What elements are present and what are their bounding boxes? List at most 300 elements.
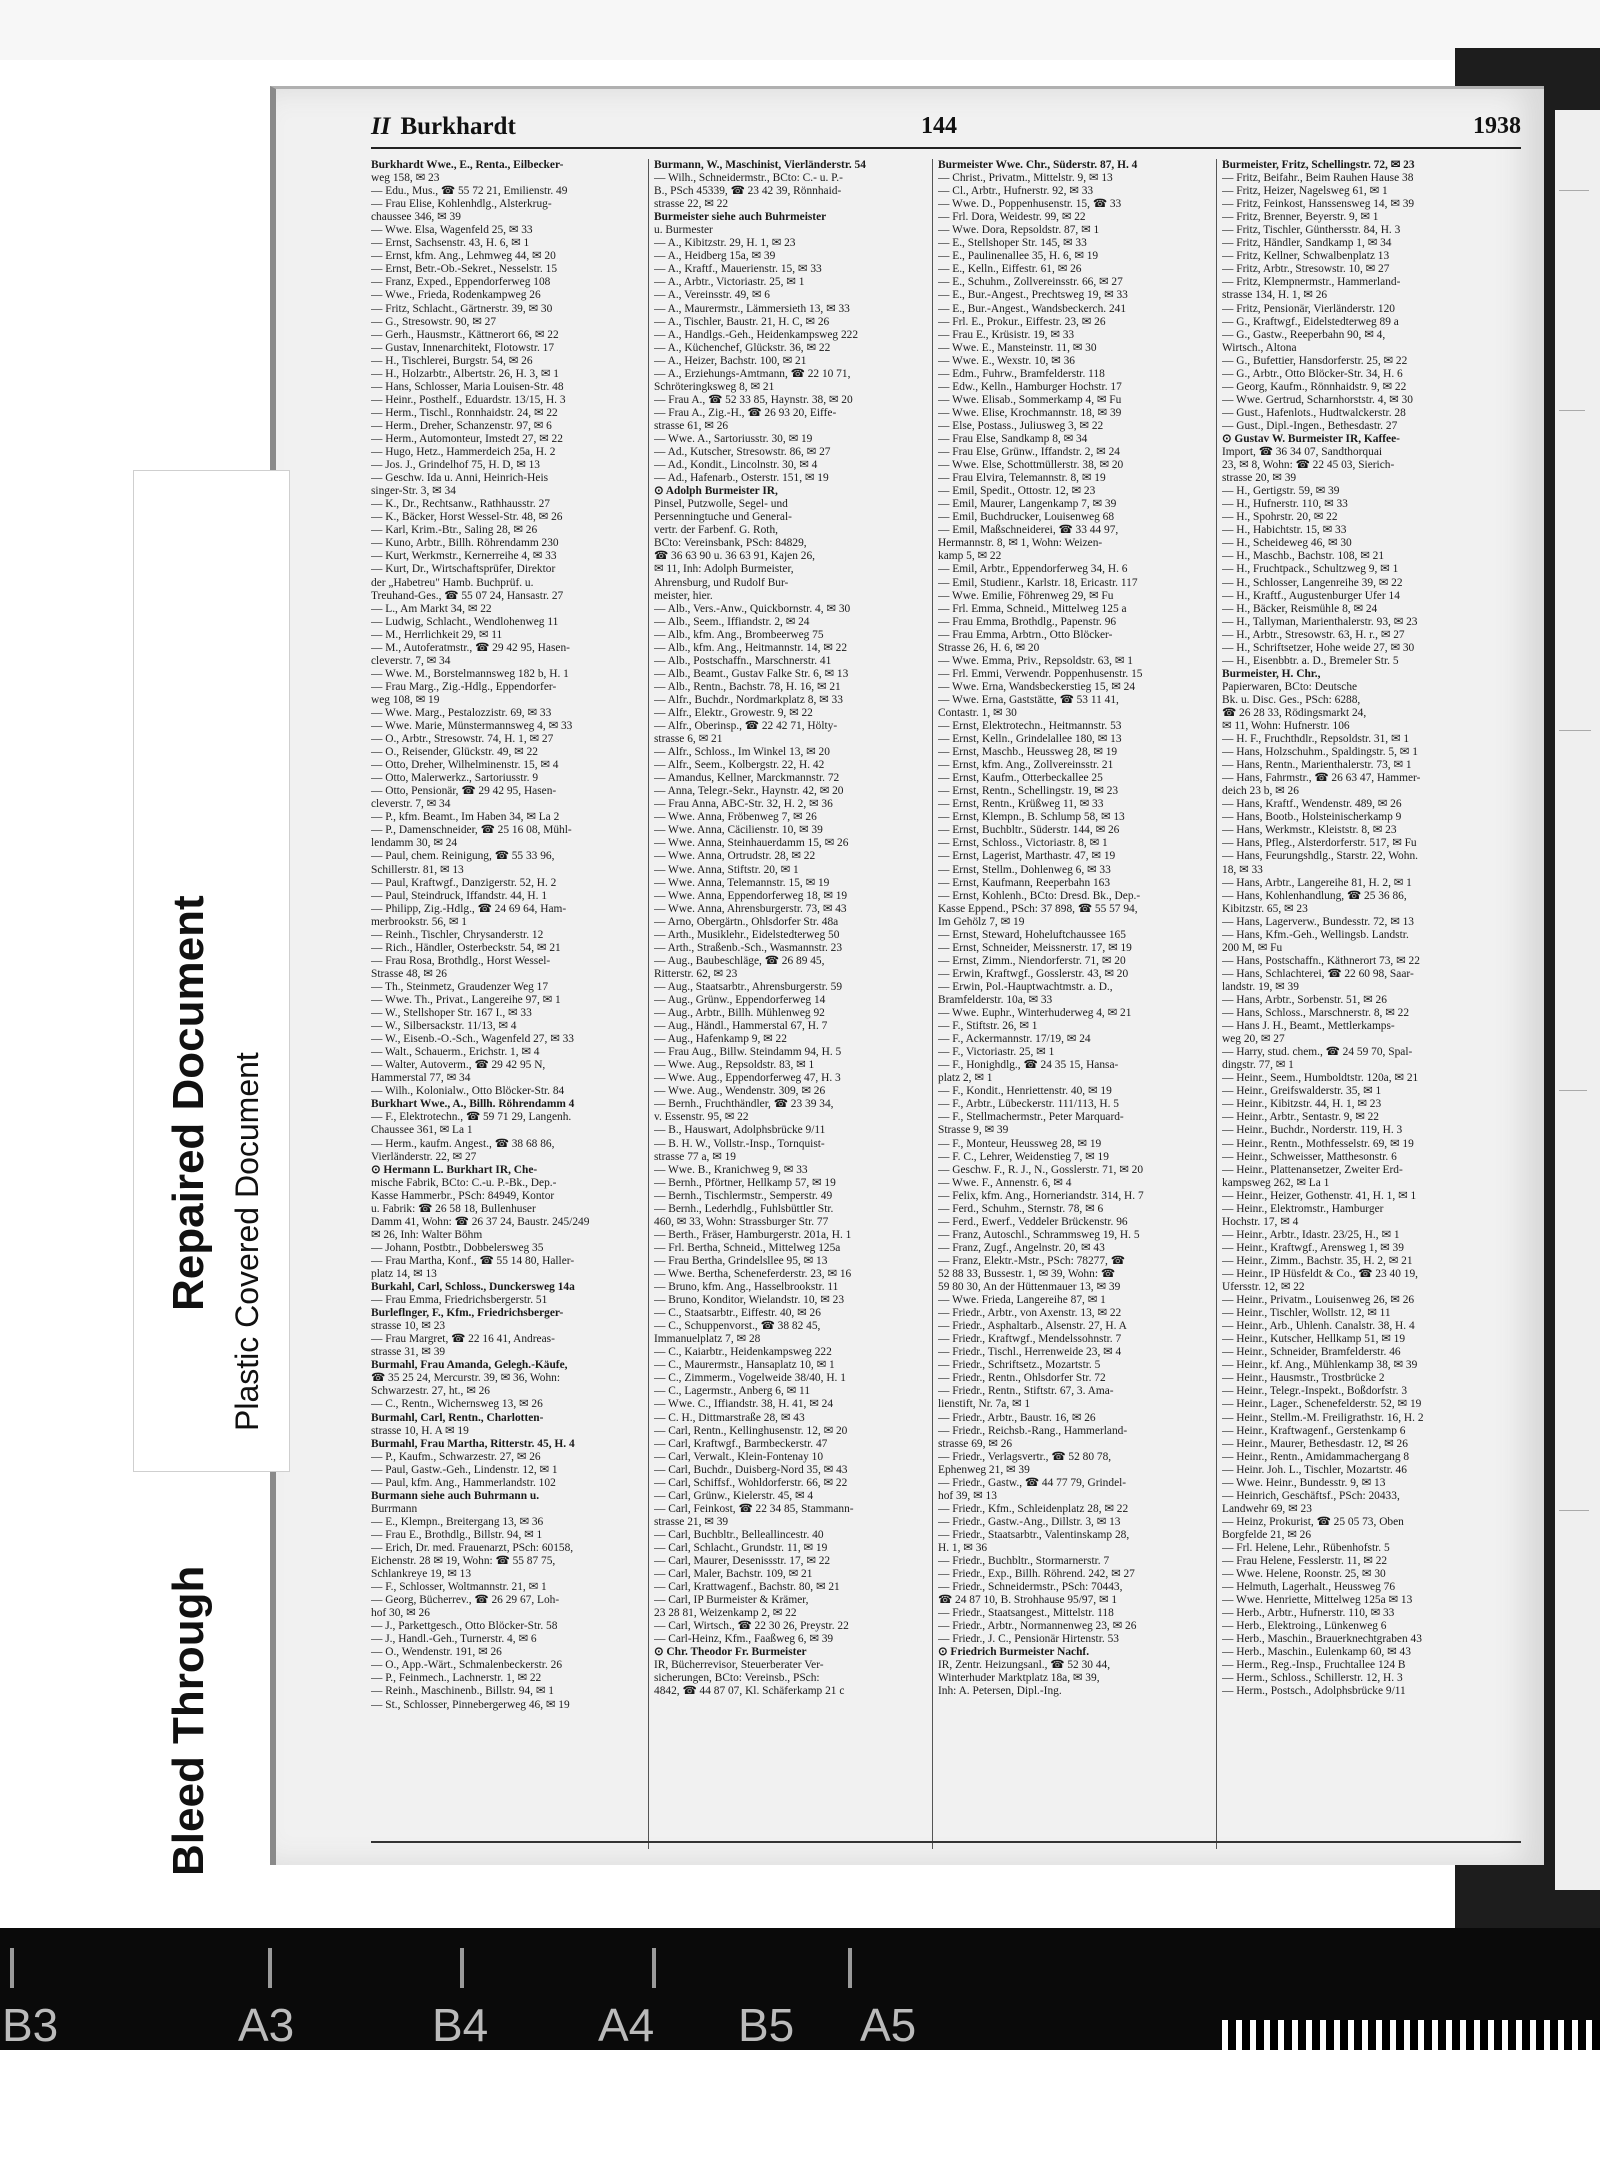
directory-entry-line: — Heinr., Arbtr., Idastr. 23/25, H., ✉ 1 (1222, 1228, 1400, 1241)
directory-entry-line: — Wwe. Elsa, Wagenfeld 25, ✉ 33 (371, 224, 533, 237)
directory-entry-line: — Carl, Rentn., Kellinghusenstr. 12, ✉ 20 (654, 1424, 848, 1437)
directory-entry-line: — Aug., Arbtr., Billh. Mühlenweg 92 (654, 1007, 825, 1020)
directory-entry-line: — Heinr., IP Hüsfeldt & Co., ☎ 23 40 19, (1222, 1267, 1419, 1280)
directory-entry-line: — Wwe., Frieda, Rodenkampweg 26 (371, 289, 541, 302)
directory-entry-line: — Herb., Arbtr., Hufnerstr. 110, ✉ 33 (1222, 1607, 1395, 1620)
directory-entry-line: ⊙ Hermann L. Burkhart IR, Che- (371, 1163, 538, 1176)
directory-entry-line: — K., Dr., Rechtsanw., Rathhausstr. 27 (371, 498, 550, 511)
directory-entry-line: — Edm., Fuhrw., Bramfelderstr. 118 (938, 367, 1105, 380)
directory-entry-line: — Frau E., Brothdlg., Billstr. 94, ✉ 1 (371, 1528, 543, 1541)
directory-entry-line: — Paul, Gastw.-Geh., Lindenstr. 12, ✉ 1 (371, 1463, 558, 1476)
directory-entry-line: — Herm., Dreher, Schanzenstr. 97, ✉ 6 (371, 419, 552, 432)
directory-entry-line: — Wwe. Anna, Steinhauerdamm 15, ✉ 26 (654, 837, 849, 850)
directory-entry-line: — H., Fruchtpack., Schultzweg 9, ✉ 1 (1222, 563, 1399, 576)
tag-label-repaired: Repaired Document (164, 895, 213, 1311)
directory-entry-line: Strasse 48, ✉ 26 (371, 967, 447, 980)
directory-entry-line: — Wwe. M., Borstelmannsweg 182 b, H. 1 (371, 667, 569, 680)
directory-entry-line: — Heinr., Rentn., Mothfesselstr. 69, ✉ 19 (1222, 1137, 1414, 1150)
directory-entry-line: — Hans, Fahrmstr., ☎ 26 63 47, Hammer- (1222, 772, 1421, 785)
directory-entry-line: — Erwin, Pol.-Hauptwachtmstr. a. D., (938, 980, 1113, 993)
directory-entry-line: Strasse 9, ✉ 39 (938, 1124, 1009, 1137)
entry-column-1 (371, 159, 643, 1859)
directory-entry-line: — Herm., Postsch., Adolphsbrücke 9/11 (1222, 1685, 1406, 1698)
directory-entry-line: — Walter, Autoverm., ☎ 29 42 95 N, (371, 1059, 546, 1072)
directory-entry-line: — Fritz, Kellner, Schwalbenplatz 13 (1222, 250, 1390, 263)
directory-entry-line: — Bernh., Lederhdlg., Fuhlsbüttler Str. (654, 1202, 834, 1215)
entry-column-4 (1222, 159, 1494, 1859)
directory-entry-line: — Friedr., Staatsarbtr., Valentinskamp 28, (938, 1528, 1130, 1541)
directory-entry-line: lendamm 30, ✉ 24 (371, 837, 458, 850)
directory-entry-line: — Heinr., Schweisser, Matthesonstr. 6 (1222, 1150, 1397, 1163)
directory-entry-line: — P., Feinmech., Lachnerstr. 1, ✉ 22 (371, 1672, 542, 1685)
directory-entry-line: — Hans, Lagerverw., Bundesstr. 72, ✉ 13 (1222, 915, 1414, 928)
directory-entry-line: — Heinr. Joh. L., Tischler, Mozartstr. 46 (1222, 1463, 1407, 1476)
directory-entry-line: — A., Heidberg 15a, ✉ 39 (654, 250, 776, 263)
directory-entry-line: — Wwe. Heinr., Bundesstr. 9, ✉ 13 (1222, 1476, 1386, 1489)
directory-entry-line: — Carl, Buchbltr., Belleallincestr. 40 (654, 1528, 824, 1541)
directory-entry-line: — Friedr., Tischl., Herrenweide 23, ✉ 4 (938, 1346, 1122, 1359)
scanner-edge (0, 0, 1600, 60)
directory-entry-line: — Friedr., Asphaltarb., Alsenstr. 27, H. A (938, 1320, 1127, 1333)
directory-entry-line: strasse 10, ✉ 23 (371, 1320, 446, 1333)
directory-entry-line: — A., Erziehungs-Amtmann, ☎ 22 10 71, (654, 367, 851, 380)
directory-entry-line: Burmeister Wwe. Chr., Süderstr. 87, H. 4 (938, 159, 1138, 171)
directory-entry-line: — Ernst, Buchbltr., Süderstr. 144, ✉ 26 (938, 824, 1120, 837)
directory-entry-line: Treuhand-Ges., ☎ 55 07 24, Hansastr. 27 (371, 589, 564, 602)
directory-entry-line: — Hans, Holzschuhm., Spaldingstr. 5, ✉ 1 (1222, 746, 1418, 759)
directory-entry-line: — F., Elektrotechn., ☎ 59 71 29, Langenh. (371, 1111, 572, 1124)
directory-entry-line: — L., Am Markt 34, ✉ 22 (371, 602, 492, 615)
directory-entry-line: — F., Schlosser, Woltmannstr. 21, ✉ 1 (371, 1581, 547, 1594)
directory-entry-line: Immanuelplatz 7, ✉ 28 (654, 1333, 761, 1346)
directory-entry-line: — Franz, Exped., Eppendorferweg 108 (371, 276, 551, 289)
directory-entry-line: — H., Scheideweg 46, ✉ 30 (1222, 537, 1352, 550)
directory-entry-line: — Wilh., Kolonialw., Otto Blöcker-Str. 84 (371, 1085, 565, 1098)
directory-entry-line: — Ernst, Sachsenstr. 43, H. 6, ✉ 1 (371, 237, 530, 250)
directory-entry-line: Burleflnger, F., Kfm., Friedrichsberger- (371, 1307, 564, 1320)
directory-entry-line: — Frau Elise, Kohlenhdlg., Alsterkrug- (371, 198, 552, 211)
directory-entry-line: — Johann, Postbtr., Dobbelersweg 35 (371, 1241, 544, 1254)
film-label: A4 (598, 1999, 655, 2051)
directory-entry-line: — Bernh., Tischlermstr., Semperstr. 49 (654, 1189, 833, 1202)
directory-entry-line: 59 80 30, An der Hüttenmauer 13, ✉ 39 (938, 1281, 1121, 1294)
directory-entry-line: — Frau Rosa, Brothdlg., Horst Wessel- (371, 954, 551, 967)
directory-entry-line: — Frau Emma, Brothdlg., Papenstr. 96 (938, 615, 1117, 628)
directory-entry-line: — Frau Margret, ☎ 22 16 41, Andreas- (371, 1333, 555, 1346)
directory-entry-line: — G., Arbtr., Otto Blöcker-Str. 34, H. 6 (1222, 367, 1403, 380)
directory-entry-line: — Georg, Bücherrev., ☎ 26 29 67, Loh- (371, 1594, 560, 1607)
directory-entry-line: — E., Klempn., Breitergang 13, ✉ 36 (371, 1515, 544, 1528)
directory-entry-line: — Walt., Schauerm., Erichstr. 1, ✉ 4 (371, 1046, 540, 1059)
section-numeral: II (371, 113, 391, 140)
directory-entry-line: Burmahl, Carl, Rentn., Charlotten- (371, 1411, 544, 1424)
directory-entry-line: — Arth., Straßenb.-Sch., Wasmannstr. 23 (654, 941, 843, 954)
directory-entry-line: — Emil, Spedit., Ottostr. 12, ✉ 23 (938, 485, 1096, 498)
directory-entry-line: — Wwe. Henriette, Mittelweg 125a ✉ 13 (1222, 1594, 1413, 1607)
directory-entry-line: — Alb., kfm. Ang., Heitmannstr. 14, ✉ 22 (654, 641, 848, 654)
directory-entry-line: — Heinr., Rentn., Amidammachergang 8 (1222, 1450, 1410, 1463)
directory-entry-line: — Ernst, Elektrotechn., Heitmannstr. 53 (938, 720, 1122, 733)
directory-entry-line: — Heinz, Prokurist, ☎ 25 05 73, Oben (1222, 1515, 1404, 1528)
directory-entry-line: — Alfr., Oberinsp., ☎ 22 42 71, Hölty- (654, 720, 838, 733)
film-label: B4 (432, 1999, 489, 2051)
directory-entry-line: — Aug., Staatsarbtr., Ahrensburgerstr. 59 (654, 980, 843, 993)
directory-entry-line: — Ernst, Lagerist, Marthastr. 47, ✉ 19 (938, 850, 1116, 863)
directory-entry-line: — Heinr., Schneider, Bramfelderstr. 46 (1222, 1346, 1401, 1359)
directory-entry-line: — Frl. E., Prokur., Eiffestr. 23, ✉ 26 (938, 315, 1106, 328)
directory-entry-line: — Frau Aug., Billw. Steindamm 94, H. 5 (654, 1046, 842, 1059)
directory-entry-line: — Wwe. Dora, Repsoldstr. 87, ✉ 1 (938, 224, 1100, 237)
directory-entry-line: — Kurt, Werkmstr., Kernerreihe 4, ✉ 33 (371, 550, 557, 563)
tag-label-plastic-covered: Plastic Covered Document (229, 1052, 265, 1431)
directory-entry-line: — H., Schlosser, Langenreihe 39, ✉ 22 (1222, 576, 1403, 589)
directory-entry-line: — Edu., Mus., ☎ 55 72 21, Emilienstr. 49 (371, 185, 568, 198)
directory-entry-line: — H., Holzarbtr., Albertstr. 26, H. 3, ✉ 1 (371, 367, 559, 380)
directory-entry-line: Vierländerstr. 22, ✉ 27 (371, 1150, 477, 1163)
directory-entry-line: — Bernh., Fruchthändler, ☎ 23 39 34, (654, 1098, 834, 1111)
directory-entry-line: Hochstr. 17, ✉ 4 (1222, 1215, 1299, 1228)
entry-column-3 (938, 159, 1210, 1859)
directory-entry-line: — Wwe. E., Mansteinstr. 11, ✉ 30 (938, 341, 1097, 354)
directory-entry-line: — F., Victoriastr. 25, ✉ 1 (938, 1046, 1055, 1059)
film-label: A3 (238, 1999, 295, 2051)
directory-entry-line: — Wwe. Erna, Gaststätte, ☎ 53 11 41, (938, 693, 1119, 706)
directory-entry-line: — Ernst, Schneider, Meissnerstr. 17, ✉ 19 (938, 941, 1132, 954)
directory-entry-line: Burkahl, Carl, Schloss., Dunckersweg 14a (371, 1281, 575, 1294)
directory-entry-line: — J., Parkettgesch., Otto Blöcker-Str. 58 (371, 1620, 558, 1633)
directory-entry-line: — Else, Postass., Juliusweg 3, ✉ 22 (938, 419, 1104, 432)
directory-entry-line: platz 2, ✉ 1 (938, 1072, 993, 1085)
directory-entry-line: — Friedr., Rentn., Ohlsdorfer Str. 72 (938, 1372, 1106, 1385)
archive-condition-tag (133, 470, 290, 1876)
directory-entry-line: — Christ., Privatm., Mittelstr. 9, ✉ 13 (938, 172, 1113, 185)
directory-entry-line: 23, ✉ 8, Wohn: ☎ 22 45 03, Sierich- (1222, 459, 1395, 472)
directory-entry-line: — Wwe. Anna, Telemannstr. 15, ✉ 19 (654, 876, 830, 889)
directory-entry-line: Burmann, W., Maschinist, Vierländerstr. 54 (654, 159, 866, 171)
directory-entry-line: ☎ 26 28 33, Rödingsmarkt 24, (1222, 706, 1367, 719)
directory-entry-line: — Heinr., kf. Ang., Mühlenkamp 38, ✉ 39 (1222, 1359, 1418, 1372)
directory-entry-line: — Friedr., Kraftwgf., Mendelssohnstr. 7 (938, 1333, 1122, 1346)
directory-entry-line: — Frau A., Zig.-H., ☎ 26 93 20, Eiffe- (654, 406, 837, 419)
directory-entry-line: — Frau Bertha, Grindelsllee 95, ✉ 13 (654, 1254, 828, 1267)
directory-entry-line: — Wilh., Schneidermstr., BCto: C.- u. P.- (654, 172, 843, 185)
directory-entry-line: — Carl, Schlacht., Grundstr. 11, ✉ 19 (654, 1541, 828, 1554)
directory-entry-line: H. 1, ✉ 36 (938, 1541, 988, 1554)
directory-entry-line: strasse 77 a, ✉ 19 (654, 1150, 736, 1163)
directory-entry-line: — Fritz, Klempnermstr., Hammerland- (1222, 276, 1401, 289)
directory-entry-line: — Heinr., Buchdr., Norderstr. 119, H. 3 (1222, 1124, 1403, 1137)
directory-entry-line: meister, hier. (654, 589, 713, 602)
directory-page (270, 86, 1544, 1865)
directory-entry-line: — Frau Elvira, Telemannstr. 8, ✉ 19 (938, 472, 1106, 485)
tag-label-bleed-through: Bleed Through (164, 1565, 213, 1876)
directory-entry-line: Kibitzstr. 65, ✉ 23 (1222, 902, 1308, 915)
directory-entry-line: — Frau Else, Grünw., Iffandstr. 2, ✉ 24 (938, 446, 1120, 459)
directory-entry-line: — Heinr., Seem., Humboldtstr. 120a, ✉ 21 (1222, 1072, 1419, 1085)
directory-entry-line: — O., App.-Wärt., Schmalenbeckerstr. 26 (371, 1659, 563, 1672)
directory-entry-line: — Emil, Studienr., Karlstr. 18, Ericastr. 117 (938, 576, 1138, 589)
directory-entry-line: — G., Bufettier, Hansdorferstr. 25, ✉ 22 (1222, 354, 1408, 367)
directory-entry-line: — Alfr., Seem., Kolbergstr. 22, H. 42 (654, 759, 825, 772)
directory-entry-line: — Bruno, kfm. Ang., Hasselbrookstr. 11 (654, 1281, 839, 1294)
running-head-name: Burkhardt (400, 113, 516, 140)
directory-entry-line: weg 108, ✉ 19 (371, 693, 440, 706)
directory-entry-line: — Fritz, Schlacht., Gärtnerstr. 39, ✉ 30 (371, 302, 553, 315)
directory-entry-line: sicherungen, BCto: Vereinsb., PSch: (654, 1672, 820, 1685)
directory-entry-line: — Alb., Postschaffn., Marschnerstr. 41 (654, 654, 832, 667)
directory-entry-line: ⊙ Friedrich Burmeister Nachf. (938, 1646, 1090, 1659)
film-label: B5 (738, 1999, 795, 2051)
directory-entry-line: — Ernst, kfm. Ang., Lehmweg 44, ✉ 20 (371, 250, 556, 263)
page-year: 1938 (1473, 113, 1521, 139)
directory-entry-line: ⊙ Adolph Burmeister IR, (654, 485, 778, 498)
directory-entry-line: — Karl, Krim.-Btr., Saling 28, ✉ 26 (371, 524, 538, 537)
directory-entry-line: — Frau Helene, Fesslerstr. 11, ✉ 22 (1222, 1555, 1388, 1568)
directory-entry-line: ⊙ Chr. Theodor Fr. Burmeister (654, 1646, 807, 1659)
directory-entry-line: — Heinr., Hausmstr., Trostbrücke 2 (1222, 1372, 1385, 1385)
directory-entry-line: — Ernst, Klempn., B. Schlump 58, ✉ 13 (938, 811, 1125, 824)
directory-entry-line: — Ernst, Rentn., Krüßweg 11, ✉ 33 (938, 798, 1104, 811)
directory-entry-line: Hammerstal 77, ✉ 34 (371, 1072, 471, 1085)
directory-entry-line: — Erich, Dr. med. Frauenarzt, PSch: 60158, (371, 1541, 574, 1554)
directory-entry-line: — Aug., Baubeschläge, ☎ 26 89 45, (654, 954, 825, 967)
directory-entry-line: Burmahl, Frau Martha, Ritterstr. 45, H. 4 (371, 1437, 575, 1450)
directory-entry-line: — G., Kraftwgf., Eidelstedterweg 89 a (1222, 315, 1399, 328)
directory-entry-line: — Fritz, Händler, Sandkamp 1, ✉ 34 (1222, 237, 1392, 250)
directory-entry-line: — J., Handl.-Geh., Turnerstr. 4, ✉ 6 (371, 1633, 537, 1646)
directory-entry-line: — Emil, Arbtr., Eppendorferweg 34, H. 6 (938, 563, 1128, 576)
directory-entry-line: — Alfr., Elektr., Growestr. 9, ✉ 22 (654, 706, 813, 719)
directory-entry-line: — B., Hauswart, Adolphsbrücke 9/11 (654, 1124, 826, 1137)
directory-entry-line: — Ernst, Schloss., Victoriastr. 8, ✉ 1 (938, 837, 1108, 850)
directory-entry-line: chaussee 346, ✉ 39 (371, 211, 461, 224)
directory-entry-line: — Hugo, Hetz., Hammerdeich 25a, H. 2 (371, 446, 556, 459)
directory-entry-line: — Friedr., Schriftsetz., Mozartstr. 5 (938, 1359, 1101, 1372)
directory-entry-line: — Hans, Rentn., Marienthalerstr. 73, ✉ 1 (1222, 759, 1412, 772)
directory-entry-line: — A., Maurermstr., Lämmersieth 13, ✉ 33 (654, 302, 850, 315)
directory-entry-line: — Herm., kaufm. Angest., ☎ 38 68 86, (371, 1137, 555, 1150)
directory-entry-line: IR, Zentr. Heizungsanl., ☎ 52 30 44, (938, 1659, 1111, 1672)
directory-entry-line: — Wwe. Aug., Repsoldstr. 83, ✉ 1 (654, 1059, 815, 1072)
directory-entry-line: — Friedr., Verlagsvertr., ☎ 52 80 78, (938, 1450, 1112, 1463)
directory-entry-line: strasse 61, ✉ 26 (654, 419, 729, 432)
directory-entry-line: — E., Schuhm., Zollvereinsstr. 66, ✉ 27 (938, 276, 1123, 289)
column-rule (932, 159, 933, 1849)
directory-entry-line: — Ernst, Kelln., Grindelallee 180, ✉ 13 (938, 733, 1122, 746)
directory-entry-line: — Anna, Telegr.-Sekr., Haynstr. 42, ✉ 20 (654, 785, 844, 798)
directory-entry-line: — Gust., Dipl.-Ingen., Bethesdastr. 27 (1222, 419, 1398, 432)
directory-entry-line: Kasse Hammerbr., PSch: 84949, Kontor (371, 1189, 555, 1202)
directory-entry-line: — Philipp, Zig.-Hdlg., ☎ 24 69 64, Ham- (371, 902, 567, 915)
directory-entry-line: — H., Maschb., Bachstr. 108, ✉ 21 (1222, 550, 1385, 563)
directory-entry-line: — Hans, Postschaffn., Käthnerort 73, ✉ 22 (1222, 954, 1420, 967)
directory-entry-line: — Wwe. Euphr., Winterhuderweg 4, ✉ 21 (938, 1007, 1132, 1020)
directory-entry-line: Papierwaren, BCto: Deutsche (1222, 680, 1358, 693)
directory-entry-line: — H., Tallyman, Marienthalerstr. 93, ✉ 23 (1222, 615, 1418, 628)
directory-entry-line: — Emil, Buchdrucker, Louisenweg 68 (938, 511, 1115, 524)
directory-entry-line: — Franz, Zugf., Angelnstr. 20, ✉ 43 (938, 1241, 1105, 1254)
directory-entry-line: — H., Kraftf., Augustenburger Ufer 14 (1222, 589, 1400, 602)
directory-entry-line: Ahrensburg, und Rudolf Bur- (654, 576, 789, 589)
directory-entry-line: — Friedr., Exp., Billh. Röhrend. 242, ✉ 27 (938, 1568, 1135, 1581)
directory-entry-line: — Wwe. Anna, Ortrudstr. 28, ✉ 22 (654, 850, 816, 863)
directory-entry-line: — H., Hufnerstr. 110, ✉ 33 (1222, 498, 1348, 511)
directory-entry-line: Contastr. 1, ✉ 30 (938, 706, 1017, 719)
directory-entry-line: — Wwe. Erna, Wandsbeckerstieg 15, ✉ 24 (938, 680, 1136, 693)
directory-entry-line: — Otto, Malerwerkz., Sartoriusstr. 9 (371, 772, 539, 785)
directory-entry-line: — Fritz, Heizer, Nagelsweg 61, ✉ 1 (1222, 185, 1388, 198)
directory-entry-line: — Frau Martha, Konf., ☎ 55 14 80, Haller- (371, 1254, 575, 1267)
directory-entry-line: — Emil, Maurer, Langenkamp 7, ✉ 39 (938, 498, 1117, 511)
directory-entry-line: strasse 22, ✉ 22 (654, 198, 729, 211)
directory-entry-line: — Carl, IP Burmeister & Krämer, (654, 1594, 809, 1607)
directory-entry-line: — Friedr., Arbtr., Baustr. 16, ✉ 26 (938, 1411, 1096, 1424)
directory-entry-line: — Frau Else, Sandkamp 8, ✉ 34 (938, 432, 1088, 445)
directory-entry-line: — Ernst, Kohlenh., BCto: Dresd. Bk., Dep.- (938, 889, 1141, 902)
directory-entry-line: — Erwin, Kraftwgf., Gosslerstr. 43, ✉ 20 (938, 967, 1129, 980)
directory-entry-line: — Ernst, Rentn., Schellingstr. 19, ✉ 23 (938, 785, 1119, 798)
directory-entry-line: — Carl, Krattwagenf., Bachstr. 80, ✉ 21 (654, 1581, 840, 1594)
directory-entry-line: — Ernst, Betr.-Ob.-Sekret., Nesselstr. 15 (371, 263, 558, 276)
directory-entry-line: cleverstr. 7, ✉ 34 (371, 654, 451, 667)
directory-entry-line: — M., Herrlichkeit 29, ✉ 11 (371, 628, 503, 641)
column-rule (1216, 159, 1217, 1849)
directory-entry-line: Landwehr 69, ✉ 23 (1222, 1502, 1312, 1515)
directory-entry-line: — Frau Emma, Friedrichsbergerstr. 51 (371, 1294, 548, 1307)
directory-entry-line: — Ad., Kondit., Lincolnstr. 30, ✉ 4 (654, 459, 818, 472)
directory-entry-line: Burkhardt Wwe., E., Renta., Eilbecker- (371, 159, 564, 171)
directory-entry-line: — Heinr., Stellm.-M. Freiligrathstr. 16, H. 2 (1222, 1411, 1424, 1424)
directory-entry-line: — Heinr., Lager., Schenefelderstr. 52, ✉ 19 (1222, 1398, 1422, 1411)
directory-entry-line: strasse 134, H. 1, ✉ 26 (1222, 289, 1328, 302)
directory-entry-line: — C. H., Dittmarstraße 28, ✉ 43 (654, 1411, 805, 1424)
directory-entry-line: — Friedr., J. C., Pensionär Hirtenstr. 53 (938, 1633, 1119, 1646)
directory-entry-line: — Friedr., Kfm., Schleidenplatz 28, ✉ 22 (938, 1502, 1129, 1515)
directory-entry-line: strasse 31, ✉ 39 (371, 1346, 446, 1359)
directory-entry-line: — Heinr., Arbtr., Sentastr. 9, ✉ 22 (1222, 1111, 1379, 1124)
directory-entry-line: — Hans, Kohlenhandlung, ☎ 25 36 86, (1222, 889, 1407, 902)
directory-entry-line: — Herm., Reg.-Insp., Fruchtallee 124 B (1222, 1659, 1406, 1672)
directory-entry-line: — Heinr., Kutscher, Hellkamp 51, ✉ 19 (1222, 1333, 1406, 1346)
directory-entry-line: — Friedr., Gastw., ☎ 44 77 79, Grindel- (938, 1476, 1127, 1489)
directory-entry-line: — Fritz, Arbtr., Stresowstr. 10, ✉ 27 (1222, 263, 1390, 276)
directory-entry-line: — Heinr., Privatm., Louisenweg 26, ✉ 26 (1222, 1294, 1415, 1307)
directory-entry-line: — Wwe. Else, Schottmüllerstr. 38, ✉ 20 (938, 459, 1124, 472)
directory-entry-line: — G., Stresowstr. 90, ✉ 27 (371, 315, 497, 328)
directory-entry-line: — Fritz, Brenner, Beyerstr. 9, ✉ 1 (1222, 211, 1379, 224)
directory-entry-line: cleverstr. 7, ✉ 34 (371, 798, 451, 811)
directory-entry-line: — Ad., Kutscher, Stresowstr. 86, ✉ 27 (654, 446, 831, 459)
directory-entry-line: — Georg, Kaufm., Rönnhaidstr. 9, ✉ 22 (1222, 380, 1407, 393)
directory-entry-line: merbrookstr. 56, ✉ 1 (371, 915, 467, 928)
running-head (371, 113, 516, 141)
directory-entry-line: der „Habetreu" Hamb. Buchprüf. u. (371, 576, 534, 589)
directory-entry-line: — Wwe. Aug., Eppendorferweg 47, H. 3 (654, 1072, 841, 1085)
directory-entry-line: — F., Stiftstr. 26, ✉ 1 (938, 1020, 1038, 1033)
directory-entry-line: Pinsel, Putzwolle, Segel- und (654, 498, 788, 511)
directory-entry-line: — Heinr., Kraftwagenf., Gerstenkamp 6 (1222, 1424, 1406, 1437)
directory-entry-line: — Carl, Maler, Bachstr. 109, ✉ 21 (654, 1568, 813, 1581)
directory-entry-line: — A., Küchenchef, Glückstr. 36, ✉ 22 (654, 341, 831, 354)
directory-entry-line: — C., Rentn., Wichernsweg 13, ✉ 26 (371, 1398, 543, 1411)
directory-entry-line: — Hans, Kfm.-Geh., Wellingsb. Landstr. (1222, 928, 1409, 941)
directory-entry-line: — Bruno, Konditor, Wielandstr. 10, ✉ 23 (654, 1294, 845, 1307)
directory-entry-line: — M., Autoferatmstr., ☎ 29 42 95, Hasen- (371, 641, 570, 654)
page-number: 144 (921, 113, 957, 139)
directory-entry-line: — Friedr., Schneidermstr., PSch: 70443, (938, 1581, 1123, 1594)
directory-entry-line: lienstift, Nr. 7a, ✉ 1 (938, 1398, 1031, 1411)
directory-entry-line: — Hans J. H., Beamt., Mettlerkamps- (1222, 1020, 1395, 1033)
directory-entry-line: hof 30, ✉ 26 (371, 1607, 430, 1620)
directory-entry-line: — Wwe. E., Wexstr. 10, ✉ 36 (938, 354, 1075, 367)
directory-entry-line: Bk. u. Disc. Ges., PSch: 6288, (1222, 693, 1361, 706)
directory-entry-line: — Herb., Maschin., Brauerknechtgraben 43 (1222, 1633, 1422, 1646)
directory-entry-line: — Herb., Maschin., Eulenkamp 60, ✉ 43 (1222, 1646, 1411, 1659)
directory-entry-line: — Paul, kfm. Ang., Hammerlandstr. 102 (371, 1476, 556, 1489)
directory-entry-line: Ufersstr. 12, ✉ 22 (1222, 1281, 1305, 1294)
directory-entry-line: — Carl-Heinz, Kfm., Faaßweg 6, ✉ 39 (654, 1633, 834, 1646)
directory-entry-line: — H. F., Fruchthdlr., Repsoldstr. 31, ✉ 1 (1222, 733, 1410, 746)
directory-entry-line: BCto: Vereinsbank, PSch: 84829, (654, 537, 807, 550)
directory-entry-line: strasse 6, ✉ 21 (654, 733, 723, 746)
directory-entry-line: 4842, ☎ 44 87 07, Kl. Schäferkamp 21 c (654, 1685, 845, 1698)
directory-entry-line: weg 158, ✉ 23 (371, 172, 440, 185)
directory-entry-line: — Ernst, Stellm., Dohlenweg 6, ✉ 33 (938, 863, 1111, 876)
directory-entry-line: 18, ✉ 33 (1222, 863, 1263, 876)
directory-entry-line: — Wwe. Gertrud, Scharnhorststr. 4, ✉ 30 (1222, 393, 1413, 406)
directory-entry-line: — Cl., Arbtr., Hufnerstr. 92, ✉ 33 (938, 185, 1094, 198)
directory-entry-line: — E., Paulinenallee 35, H. 6, ✉ 19 (938, 250, 1099, 263)
directory-entry-line: — Ernst, Maschb., Heussweg 28, ✉ 19 (938, 746, 1118, 759)
directory-entry-line: — Wwe. Anna, Stiftstr. 20, ✉ 1 (654, 863, 799, 876)
directory-entry-line: — Wwe. Frieda, Langereihe 87, ✉ 1 (938, 1294, 1106, 1307)
directory-entry-line: — Fritz, Beifahr., Beim Rauhen Hause 38 (1222, 172, 1414, 185)
directory-entry-line: — Wwe. Elisab., Sommerkamp 4, ✉ Fu (938, 393, 1122, 406)
directory-entry-line: dingstr. 77, ✉ 1 (1222, 1059, 1294, 1072)
directory-entry-line: — F., Stellmachermstr., Peter Marquard- (938, 1111, 1124, 1124)
directory-entry-line: platz 14, ✉ 13 (371, 1267, 437, 1280)
directory-entry-line: — Heinrich, Geschäftsf., PSch: 20433, (1222, 1489, 1400, 1502)
directory-entry-line: — Arno, Obergärtn., Ohlsdorfer Str. 48a (654, 915, 839, 928)
directory-entry-line: ⊙ Gustav W. Burmeister IR, Kaffee- (1222, 432, 1400, 445)
directory-entry-line: B., PSch 45339, ☎ 23 42 39, Rönnhaid- (654, 185, 842, 198)
directory-entry-line: — Herm., Schloss., Schillerstr. 12, H. 3 (1222, 1672, 1403, 1685)
directory-entry-line: — H., Habichtstr. 15, ✉ 33 (1222, 524, 1347, 537)
directory-entry-line: — Wwe. Emilie, Föhrenweg 29, ✉ Fu (938, 589, 1114, 602)
directory-entry-line: — H., Arbtr., Stresowstr. 63, H. r., ✉ 27 (1222, 628, 1405, 641)
directory-entry-line: — Wwe. Anna, Cäcilienstr. 10, ✉ 39 (654, 824, 823, 837)
directory-entry-line: — Frl. Emmi, Verwendr. Poppenhusenstr. 15 (938, 667, 1143, 680)
directory-entry-line: kampsweg 262, ✉ La 1 (1222, 1176, 1330, 1189)
directory-entry-line: landstr. 19, ✉ 39 (1222, 980, 1299, 993)
directory-entry-line: — Harry, stud. chem., ☎ 24 59 70, Spal- (1222, 1046, 1413, 1059)
directory-entry-line: — Heinr., Elektromstr., Hamburger (1222, 1202, 1384, 1215)
directory-entry-line: — Alb., Seem., Iffiandstr. 2, ✉ 24 (654, 615, 810, 628)
directory-entry-line: — C., Staatsarbtr., Eiffestr. 40, ✉ 26 (654, 1307, 821, 1320)
directory-entry-line: — Emil, Maßschneiderei, ☎ 33 44 97, (938, 524, 1119, 537)
directory-entry-line: — St., Schlosser, Pinnebergerweg 46, ✉ 19 (371, 1698, 570, 1711)
directory-entry-line: — Carl, Kraftwgf., Barmbeckerstr. 47 (654, 1437, 828, 1450)
directory-entry-line: — Carl, Verwalt., Klein-Fontenay 10 (654, 1450, 824, 1463)
directory-entry-line: — Fritz, Pensionär, Vierländerstr. 120 (1222, 302, 1395, 315)
directory-entry-line: Schlankreye 19, ✉ 13 (371, 1568, 472, 1581)
directory-entry-line: — Ernst, Kaufm., Otterbeckallee 25 (938, 772, 1103, 785)
directory-entry-line: — O., Reisender, Glückstr. 49, ✉ 22 (371, 746, 538, 759)
directory-entry-line: — Hans, Schlachterei, ☎ 22 60 98, Saar- (1222, 967, 1414, 980)
directory-entry-line: — P., Kaufm., Schwarzestr. 27, ✉ 26 (371, 1450, 541, 1463)
directory-entry-line: — F., Kondit., Henriettenstr. 40, ✉ 19 (938, 1085, 1112, 1098)
directory-entry-line: — Ernst, Kaufmann, Reeperbahn 163 (938, 876, 1111, 889)
